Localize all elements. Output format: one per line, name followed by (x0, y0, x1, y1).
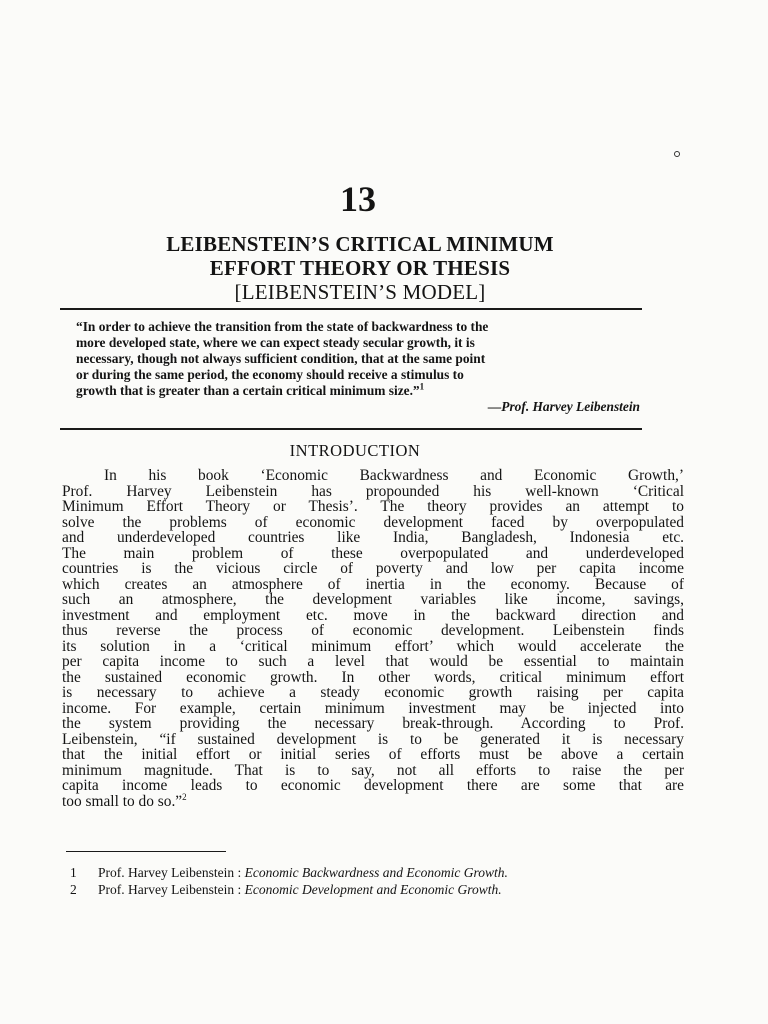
epigraph-attribution: —Prof. Harvey Leibenstein (487, 399, 640, 414)
body-line: investment and employment etc. move in the backward direction and (62, 606, 684, 624)
body-line: Prof. Harvey Leibenstein has propounded his well-known ‘Critical (62, 482, 684, 500)
epigraph-line: “In order to achieve the transition from the state of backwardness to the (76, 319, 489, 334)
body-line: Leibenstein, “if sustained development is to be generated it is necessary (62, 730, 684, 748)
divider-top (60, 308, 642, 310)
footnote-divider (66, 851, 226, 852)
chapter-subtitle: [LEIBENSTEIN’S MODEL] (234, 280, 486, 304)
footnote-number: 1 (70, 865, 77, 880)
body-line: too small to do so.”$^2$ (62, 791, 187, 810)
footnote-work: Economic Backwardness and Economic Growth. (244, 865, 508, 880)
body-line: capita income leads to economic development there are some that are (62, 777, 684, 794)
footnote-author: Prof. Harvey Leibenstein : (98, 865, 245, 880)
chapter-number: 13 (340, 179, 376, 219)
epigraph-line: or during the same period, the economy should receive a stimulus to (76, 367, 464, 382)
epigraph-line: necessary, though not always sufficient condition, that at the same point (76, 351, 486, 366)
footnote-item (70, 881, 710, 898)
body-line: which creates an atmosphere of inertia in the economy. Because of (62, 575, 684, 593)
body-line: per capita income to such a level that would be essential to maintain (62, 653, 684, 670)
epigraph-footnote-mark: 1 (419, 381, 425, 392)
footnote-item (70, 864, 710, 881)
body-line: In his book ‘Economic Backwardness and Economic Growth,’ (104, 467, 684, 484)
epigraph-line: more developed state, where we can expect steady secular growth, it is (76, 335, 475, 350)
footnote-number: 2 (70, 882, 77, 897)
chapter-title-line-2: EFFORT THEORY OR THESIS (209, 256, 511, 280)
body-line: the sustained economic growth. In other words, critical minimum effort (62, 668, 684, 686)
page-speck (674, 151, 680, 157)
introduction-paragraph (62, 468, 684, 809)
chapter-title (80, 232, 640, 304)
body-line: that the initial effort or initial series of efforts must be above a certain (62, 746, 684, 763)
body-line: such an atmosphere, the development variables like income, savings, (62, 591, 684, 608)
body-line: countries is the vicious circle of poverty and low per capita income (62, 560, 684, 577)
body-line: and underdeveloped countries like India, Bangladesh, Indonesia etc. (62, 529, 684, 546)
footnotes (70, 864, 710, 898)
body-line: solve the problems of economic development faced by overpopulated (62, 513, 684, 531)
footnote-work: Economic Development and Economic Growth. (244, 882, 502, 897)
body-line: the system providing the necessary break-through. According to Prof. (62, 715, 684, 732)
body-line: thus reverse the process of economic development. Leibenstein finds (62, 622, 684, 639)
body-line: minimum magnitude. That is to say, not all efforts to raise the per (62, 761, 684, 779)
body-line: Minimum Effort Theory or Thesis’. The theory provides an attempt to (62, 498, 684, 515)
body-line: its solution in a ‘critical minimum effort’ which would accelerate the (62, 637, 684, 655)
body-footnote-mark: 2 (182, 791, 187, 802)
body-line: income. For example, certain minimum investment may be injected into (62, 699, 684, 717)
body-line: is necessary to achieve a steady economic growth raising per capita (62, 684, 684, 701)
epigraph-quote (76, 319, 646, 399)
footnote-author: Prof. Harvey Leibenstein : (98, 882, 245, 897)
epigraph-line: growth that is greater than a certain critical minimum size.”$^1$ (76, 381, 425, 398)
body-line: The main problem of these overpopulated and underdeveloped (62, 544, 684, 562)
section-heading: INTRODUCTION (289, 441, 421, 460)
chapter-title-line-1: LEIBENSTEIN’S CRITICAL MINIMUM (166, 232, 554, 256)
divider-bottom (60, 428, 642, 430)
